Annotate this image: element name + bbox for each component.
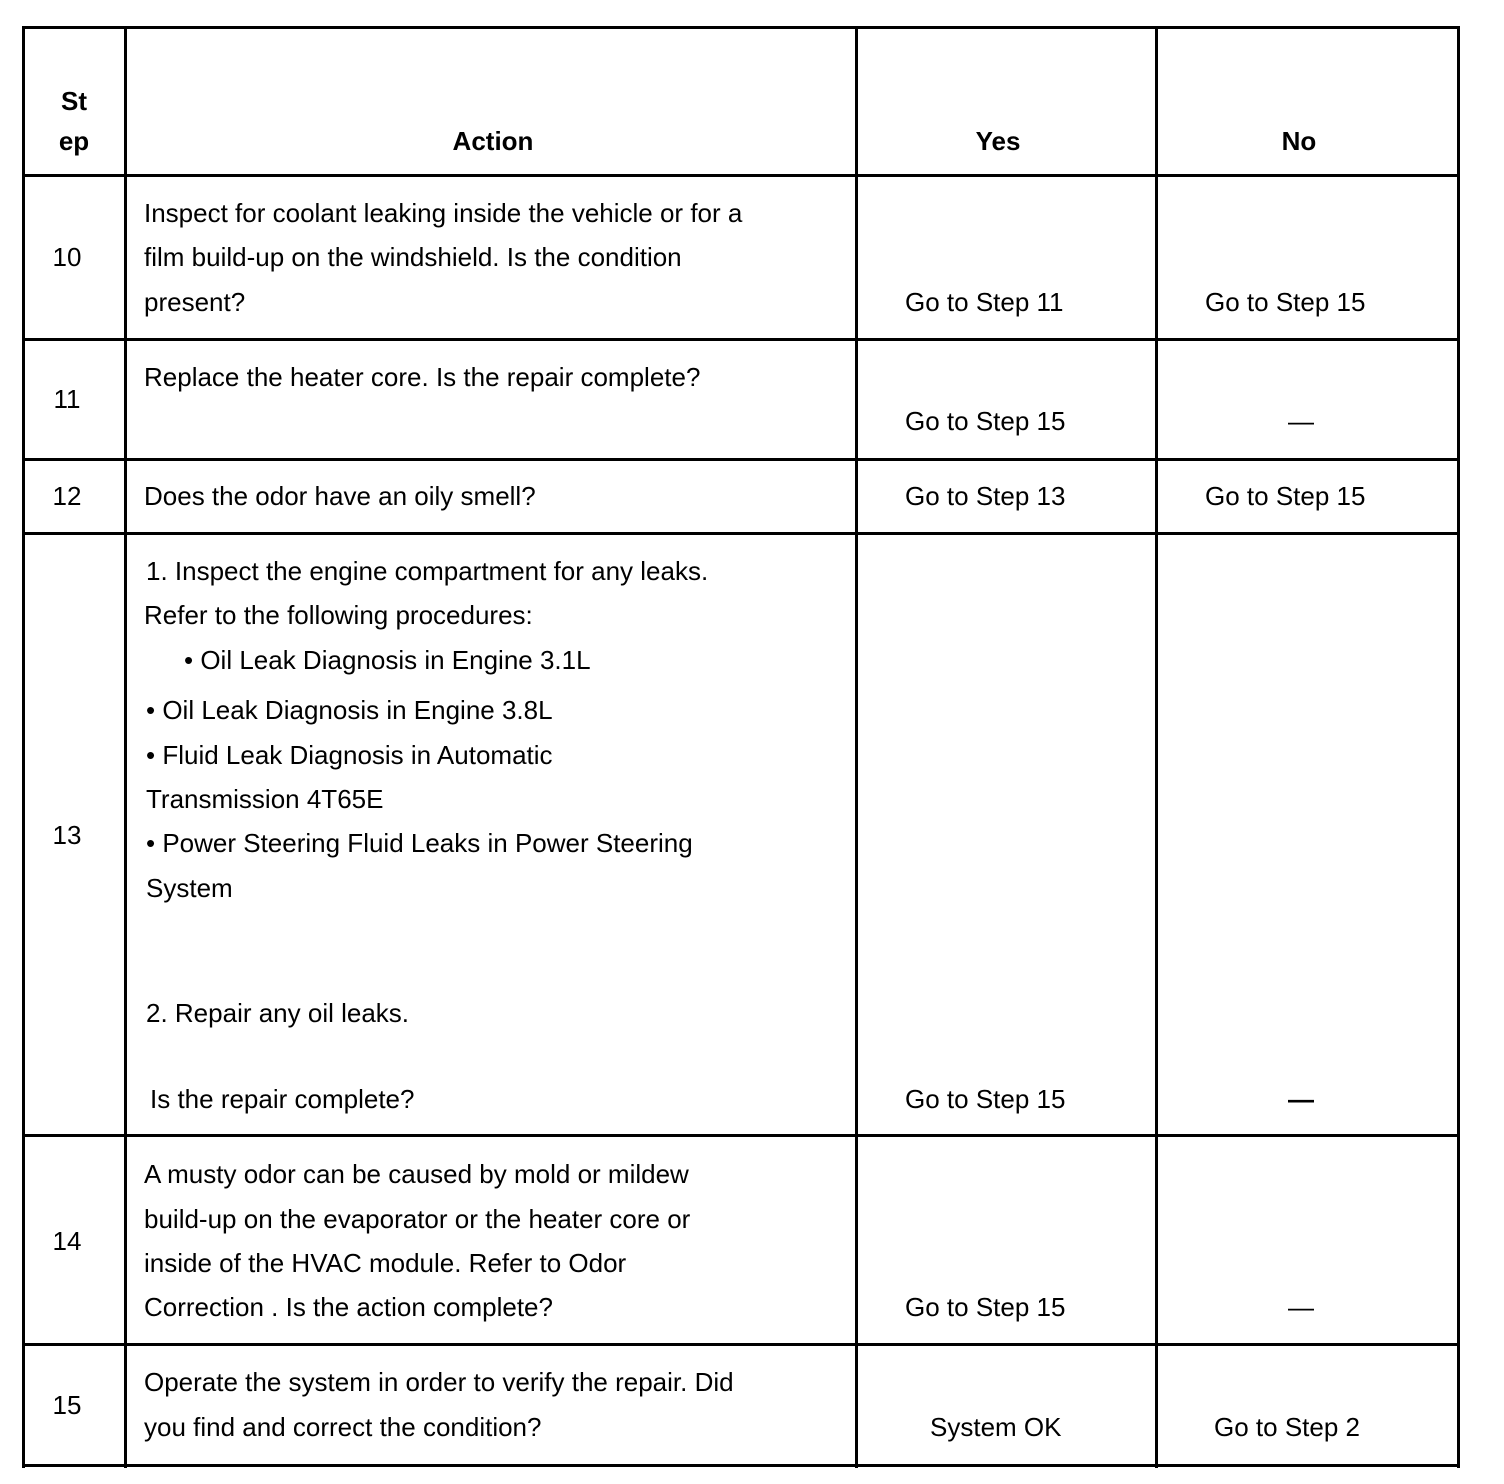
rule-row-11: [22, 458, 1460, 461]
action-text: Does the odor have an oily smell?: [144, 481, 536, 511]
rule-bottom: [22, 1464, 1460, 1467]
action-text: inside of the HVAC module. Refer to Odor: [144, 1248, 627, 1278]
step-number: 15: [52, 1390, 82, 1420]
rule-header: [22, 174, 1460, 177]
action-bullet: • Oil Leak Diagnosis in Engine 3.1L: [184, 645, 591, 675]
rule-row-12: [22, 532, 1460, 535]
no-result: Go to Step 15: [1205, 481, 1366, 511]
action-text: present?: [144, 287, 246, 317]
yes-result: Go to Step 15: [905, 1084, 1066, 1114]
step-number: 12: [52, 481, 82, 511]
rule-step-action: [124, 26, 127, 1468]
rule-right: [1457, 26, 1460, 1468]
action-text: Correction . Is the action complete?: [144, 1292, 553, 1322]
step-number: 13: [52, 820, 82, 850]
rule-row-14: [22, 1343, 1460, 1346]
yes-result: System OK: [930, 1412, 1062, 1442]
rule-action-yes: [855, 26, 858, 1468]
action-text: you find and correct the condition?: [144, 1412, 542, 1442]
step-number: 10: [52, 242, 82, 272]
action-bullet: • Power Steering Fluid Leaks in Power Steering: [146, 828, 693, 858]
action-text: System: [146, 873, 233, 903]
step-number: 14: [52, 1226, 82, 1256]
header-step: St: [61, 86, 87, 116]
header-action: Action: [452, 126, 534, 156]
action-text: 1. Inspect the engine compartment for any leaks.: [146, 556, 709, 586]
yes-result: Go to Step 13: [905, 481, 1066, 511]
step-number: 11: [53, 384, 81, 414]
action-text: build-up on the evaporator or the heater core or: [144, 1204, 691, 1234]
rule-row-13: [22, 1134, 1460, 1137]
no-result: Go to Step 15: [1205, 287, 1366, 317]
action-text: 2. Repair any oil leaks.: [146, 998, 410, 1028]
no-result: —: [1288, 1084, 1314, 1114]
yes-result: Go to Step 15: [905, 406, 1066, 436]
action-text: Transmission 4T65E: [146, 784, 384, 814]
action-bullet: • Fluid Leak Diagnosis in Automatic: [146, 740, 553, 770]
action-bullet: • Oil Leak Diagnosis in Engine 3.8L: [146, 695, 553, 725]
action-text: Is the repair complete?: [150, 1084, 415, 1114]
action-text: film build-up on the windshield. Is the condition: [144, 242, 682, 272]
rule-row-10: [22, 338, 1460, 341]
header-step-cont: ep: [58, 126, 90, 156]
yes-result: Go to Step 15: [905, 1292, 1066, 1322]
no-result: —: [1288, 406, 1314, 436]
yes-result: Go to Step 11: [905, 287, 1064, 317]
header-yes: Yes: [975, 126, 1021, 156]
action-text: A musty odor can be caused by mold or mildew: [144, 1159, 689, 1189]
header-no: No: [1281, 126, 1317, 156]
action-text: Inspect for coolant leaking inside the vehicle or for a: [144, 198, 743, 228]
action-text: Replace the heater core. Is the repair complete?: [144, 362, 701, 392]
no-result: —: [1288, 1292, 1314, 1322]
action-text: Operate the system in order to verify the repair. Did: [144, 1367, 734, 1397]
rule-top: [22, 26, 1460, 29]
rule-yes-no: [1155, 26, 1158, 1468]
action-text: Refer to the following procedures:: [144, 600, 533, 630]
no-result: Go to Step 2: [1214, 1412, 1360, 1442]
